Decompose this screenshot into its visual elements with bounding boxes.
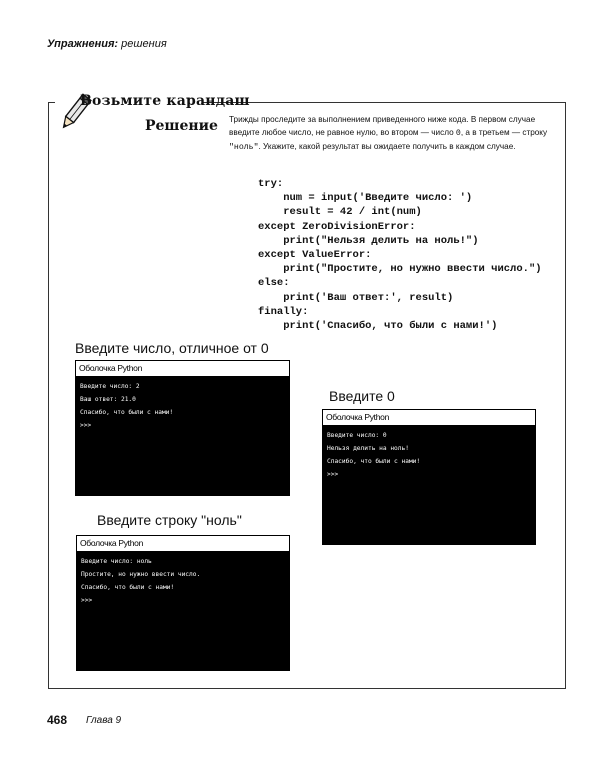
shell-output [323,426,535,481]
intro-part1: Трижды проследите за выполнением приведенного ниже кода. В первом случае введите любое число, не равное нулю, во втором — число [229,115,536,137]
code-line: except ValueError: [258,249,372,262]
output-line: Спасибо, что были с нами! [81,584,175,591]
section-header [47,38,167,50]
output-line: Простите, но нужно ввести число. [81,571,201,578]
code-line: print('Спасибо, что были с нами!') [258,320,498,333]
code-line: else: [258,277,290,290]
intro-part3: . Укажите, какой результат вы ожидаете получить в каждом случае. [258,142,516,151]
intro-text [229,113,549,154]
output-line: Нельзя делить на ноль! [327,445,409,452]
output-line: Введите число: 2 [80,383,140,390]
page-number: 468 [47,713,68,727]
section-title: Упражнения: [47,38,119,50]
code-line: try: [258,178,284,190]
case-label-string: Введите строку "ноль" [97,512,242,528]
code-line: result = 42 / int(num) [258,206,422,219]
code-line: finally: [258,305,309,318]
window-title: Оболочка Python [77,536,289,552]
code-line: print("Нельзя делить на ноль!") [258,234,479,247]
code-line: except ZeroDivisionError: [258,220,416,233]
python-shell-window [76,535,290,671]
python-shell-window [75,360,290,496]
badge-subtitle: Решение [145,118,218,134]
code-line: print('Ваш ответ:', result) [258,291,454,304]
python-shell-window [322,409,536,545]
window-title: Оболочка Python [323,410,535,426]
code-line: num = input('Введите число: ') [258,192,473,205]
intro-word: "ноль" [229,143,259,152]
case-label-nonzero: Введите число, отличное от 0 [75,340,269,356]
shell-output [77,552,289,607]
output-line: Спасибо, что были с нами! [80,409,174,416]
shell-output [76,377,289,432]
intro-zero: 0 [455,129,461,138]
output-line: Введите число: ноль [81,558,152,565]
code-line: print("Простите, но нужно ввести число.") [258,263,542,276]
case-label-zero: Введите 0 [329,388,395,404]
output-line: >>> [80,422,92,429]
intro-part2: , а в третьем — строку [460,128,548,137]
output-line: Введите число: 0 [327,432,387,439]
badge-title: Возьмите карандаш [80,93,250,109]
section-subtitle: решения [121,38,167,50]
chapter-label: Глава 9 [86,715,122,726]
output-line: Ваш ответ: 21.0 [80,396,136,403]
code-block [258,177,542,333]
output-line: >>> [81,597,93,604]
output-line: Спасибо, что были с нами! [327,458,421,465]
window-title: Оболочка Python [76,361,289,377]
output-line: >>> [327,471,339,478]
